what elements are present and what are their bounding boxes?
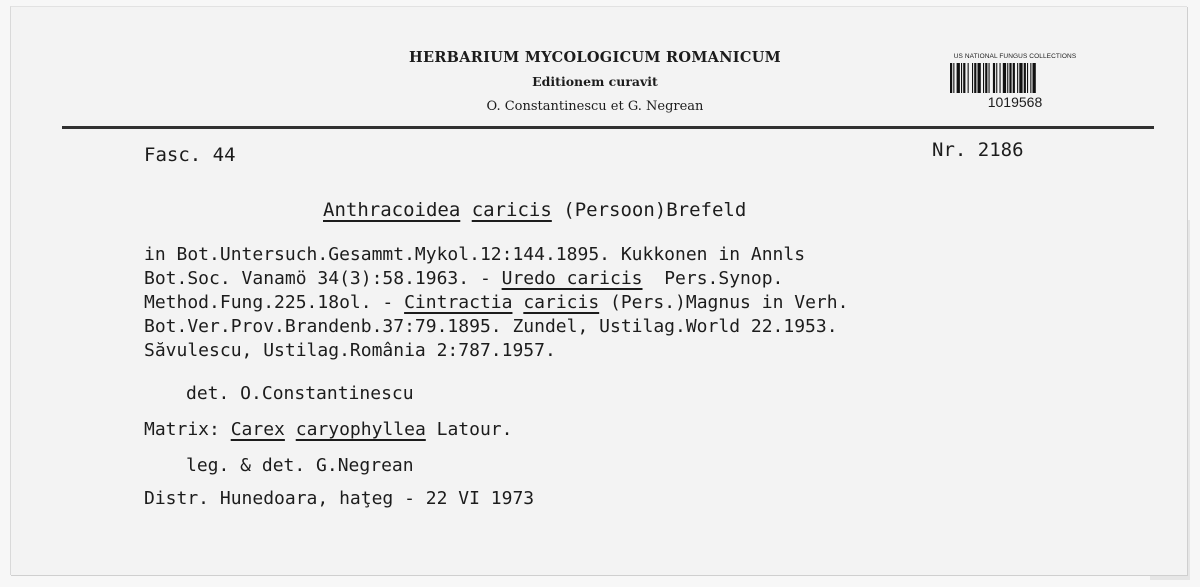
label-header <box>330 44 860 122</box>
citation-line: Bot.Ver.Prov.Brandenb.37:79.1895. Zundel, Ustilag.World 22.1953. <box>144 316 838 337</box>
citation-block <box>144 243 1154 363</box>
barcode-image <box>948 63 1082 93</box>
barcode-caption: US NATIONAL FUNGUS COLLECTIONS <box>953 53 1077 60</box>
distribution: Distr. Hunedoara, haţeg - 22 VI 1973 <box>144 488 535 509</box>
synonym-name: Uredo caricis <box>501 268 643 289</box>
host-epithet: caryophyllea <box>295 419 426 440</box>
header-curators: O. Constantinescu et G. Negrean <box>486 99 704 114</box>
species-epithet: caricis <box>471 199 552 221</box>
determiner: det. O.Constantinescu <box>186 383 414 404</box>
citation-line <box>144 267 1154 291</box>
header-subtitle: Editionem curavit <box>532 74 658 89</box>
fascicle-number: Fasc. 44 <box>144 144 236 166</box>
specimen-number: Nr. 2186 <box>932 139 1024 161</box>
species-genus: Anthracoidea <box>323 199 461 221</box>
collector: leg. & det. G.Negrean <box>186 455 414 476</box>
synonym-genus: Cintractia <box>404 292 513 313</box>
host-authority: Latour. <box>436 419 513 440</box>
barcode-sticker <box>944 52 1086 120</box>
citation-line: Săvulescu, Ustilag.România 2:787.1957. <box>144 340 556 361</box>
header-rule <box>62 126 1154 129</box>
header-title: HERBARIUM MYCOLOGICUM ROMANICUM <box>408 49 782 66</box>
citation-line <box>144 291 1154 315</box>
synonym-epithet: caricis <box>523 292 600 313</box>
species-name <box>323 199 746 221</box>
citation-text: Pers.Synop. <box>642 268 784 289</box>
citation-text: Method.Fung.225.18ol. - <box>144 292 405 313</box>
citation-line: in Bot.Untersuch.Gesammt.Mykol.12:144.1895. Kukkonen in Annls <box>144 244 806 265</box>
citation-text: (Pers.)Magnus in Verh. <box>599 292 849 313</box>
species-authority: (Persoon)Brefeld <box>563 199 747 221</box>
host-genus: Carex <box>230 419 285 440</box>
citation-text: Bot.Soc. Vanamö 34(3):58.1963. - <box>144 268 502 289</box>
matrix-label: Matrix: <box>144 419 220 440</box>
matrix-line <box>144 419 512 440</box>
barcode-number: 1019568 <box>987 94 1043 110</box>
